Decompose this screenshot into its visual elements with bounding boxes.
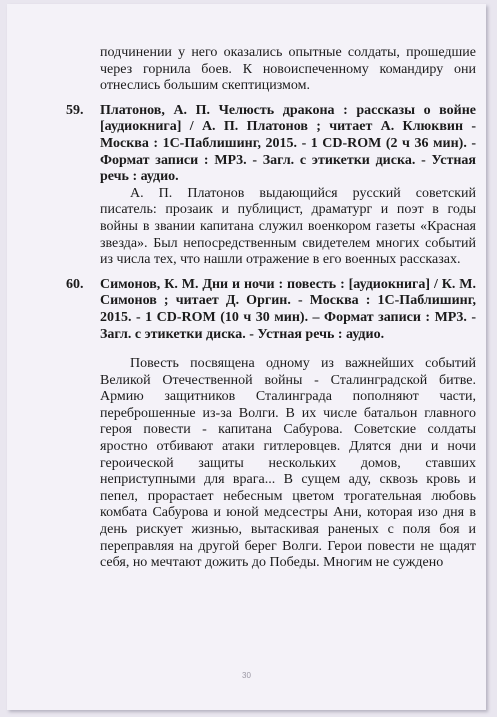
page-content bbox=[66, 45, 476, 572]
page-number: 30 bbox=[242, 671, 251, 680]
entry-annotation: А. П. Платонов выдающийся русский советский писатель: прозаик и публицист, драматург и поэт в годы войны в звании капитана служил военкором газеты «Красная звезда». Был непосредственным свидетелем многих событий из числа тех, что нашли отражение в его военных рассказах. bbox=[100, 185, 476, 268]
spacer bbox=[100, 343, 476, 356]
bibliography-entry-60 bbox=[66, 276, 476, 572]
entry-citation: Симонов, К. М. Дни и ночи : повесть : [аудиокнига] / К. М. Симонов ; читает Д. Оргин. - Москва : 1С-Паблишинг, 2015. - 1 CD-ROM (10 ч 30 мин). – Формат записи : MP3. - Загл. с этикетки диска. - Устная речь : аудио. bbox=[100, 276, 476, 342]
entry-number: 60. bbox=[66, 276, 84, 292]
intro-paragraph: подчинении у него оказались опытные солдаты, прошедшие через горнила боев. К новоиспеченному командиру они отнеслись большим скептицизмом. bbox=[100, 45, 476, 94]
entry-citation: Платонов, А. П. Челюсть дракона : рассказы о войне [аудиокнига] / А. П. Платонов ; читает А. Клюквин - Москва : 1С-Паблишинг, 2015. - 1 CD-ROM (2 ч 36 мин). - Формат записи : MP3. - Загл. с этикетки диска. - Устная речь : аудио. bbox=[100, 102, 476, 185]
entry-number: 59. bbox=[66, 102, 84, 118]
spacer bbox=[100, 269, 476, 277]
entry-annotation: Повесть посвящена одному из важнейших событий Великой Отечественной войны - Сталинградской битве. Армию защитников Сталинграда пополняют части, переброшенные из-за Волги. В их числе батальон главного героя повести - капитана Сабурова. Советские солдаты яростно отбивают атаки гитлеровцев. Длятся дни и ночи героической защиты нескольких домов, ставших неприступными для врага... В сущем аду, сквозь кровь и пепел, прорастает небесным цветом трогательная любовь комбата Сабурова и юной медсестры Ани, которая изо дня в день рискует жизнью, вытаскивая раненых с поля боя и переправляя на другой берег Волги. Герои повести не щадят себя, но мечтают дожить до Победы. Многим не суждено bbox=[100, 356, 476, 571]
spacer bbox=[100, 95, 476, 103]
bibliography-entry-59 bbox=[66, 102, 476, 269]
document-page bbox=[7, 4, 486, 710]
